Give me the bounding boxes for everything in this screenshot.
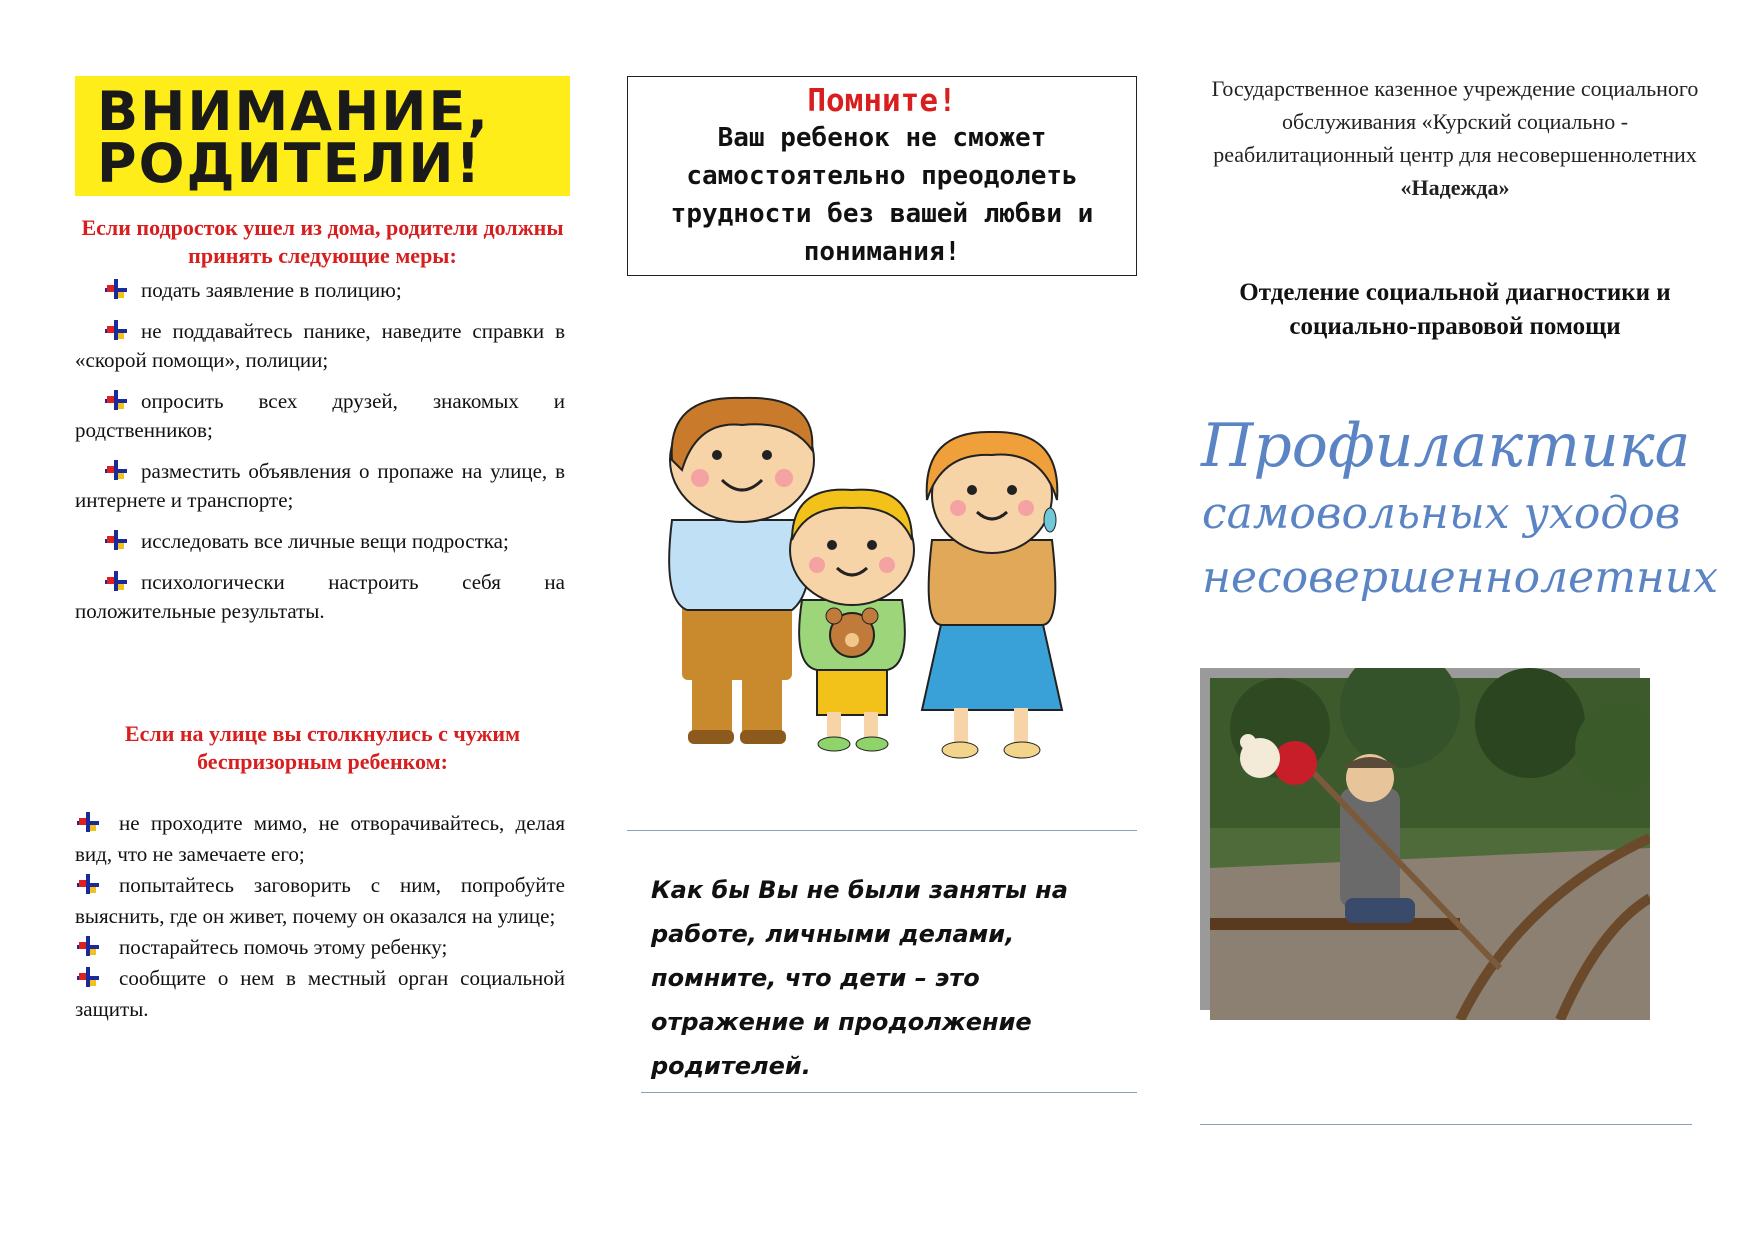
- father-figure: [669, 398, 814, 744]
- arrow-down-bullet-icon: [77, 967, 99, 987]
- arrow-down-bullet-icon: [77, 874, 99, 894]
- right-column: [1200, 0, 1719, 1240]
- heading-street-child: Если на улице вы столкнулись с чужим беспризорным ребенком:: [124, 721, 521, 774]
- divider-top: [627, 830, 1137, 831]
- mother-figure: [922, 432, 1062, 758]
- divider-right: [1200, 1124, 1692, 1125]
- arrow-down-bullet-icon: [105, 320, 127, 340]
- remember-box: [627, 76, 1137, 276]
- arrow-down-bullet-icon: [105, 279, 127, 299]
- title-line-3: несовершеннолетних: [1202, 552, 1719, 603]
- middle-column: [627, 0, 1157, 1240]
- list-item: не поддавайтесь панике, наведите справки в «скорой помощи», полиции;: [75, 319, 565, 372]
- department-name: Отделение социальной диагностики и социально-правовой помощи: [1239, 279, 1671, 340]
- organization-name: Государственное казенное учреждение социального обслуживания «Курский социально - реабилитационный центр для несовершеннолетних «Надежда»: [1211, 76, 1699, 200]
- brochure-title: [1200, 410, 1719, 610]
- list-item: постарайтесь помочь этому ребенку;: [75, 932, 565, 963]
- divider-bottom: [641, 1092, 1137, 1093]
- arrow-down-bullet-icon: [105, 530, 127, 550]
- list-item: исследовать все личные вещи подростка;: [75, 527, 565, 556]
- arrow-down-bullet-icon: [105, 460, 127, 480]
- list-item: не проходите мимо, не отворачивайтесь, делая вид, что не замечаете его;: [75, 811, 565, 866]
- list-item: опросить всех друзей, знакомых и родственников;: [75, 389, 565, 442]
- banner-line-2: РОДИТЕЛИ!: [97, 132, 483, 195]
- arrow-down-bullet-icon: [77, 936, 99, 956]
- remember-text: Ваш ребенок не сможет самостоятельно преодолеть трудности без вашей любви и понимания!: [670, 123, 1094, 267]
- family-illustration: [642, 390, 1112, 770]
- title-line-2: самовольных уходов: [1202, 488, 1681, 539]
- heading-runaway-measures: Если подросток ушел из дома, родители должны принять следующие меры:: [81, 215, 564, 268]
- runaway-measures-list: [75, 276, 565, 638]
- list-item: сообщите о нем в местный орган социальной защиты.: [75, 966, 565, 1021]
- list-item: попытайтесь заговорить с ним, попробуйте выяснить, где он живет, почему он оказался на улице;: [75, 873, 565, 928]
- arrow-down-bullet-icon: [105, 571, 127, 591]
- list-item: подать заявление в полицию;: [75, 276, 565, 305]
- list-item: психологически настроить себя на положительные результаты.: [75, 570, 565, 623]
- banner-line-1: ВНИМАНИЕ,: [97, 80, 490, 143]
- left-column: [75, 0, 570, 1240]
- list-item: разместить объявления о пропаже на улице, в интернете и транспорте;: [75, 459, 565, 512]
- arrow-down-bullet-icon: [77, 812, 99, 832]
- arrow-down-bullet-icon: [105, 390, 127, 410]
- street-child-list: [75, 808, 565, 1025]
- child-on-railway-photo: [1200, 668, 1650, 1020]
- parents-quote: Как бы Вы не были заняты на работе, личными делами, помните, что дети – это отражение и продолжение родителей.: [651, 876, 1068, 1080]
- attention-banner: [75, 76, 570, 196]
- center-name: «Надежда»: [1400, 175, 1510, 200]
- title-line-1: Профилактика: [1201, 411, 1691, 481]
- child-figure: [790, 490, 914, 751]
- remember-title: Помните!: [807, 83, 957, 119]
